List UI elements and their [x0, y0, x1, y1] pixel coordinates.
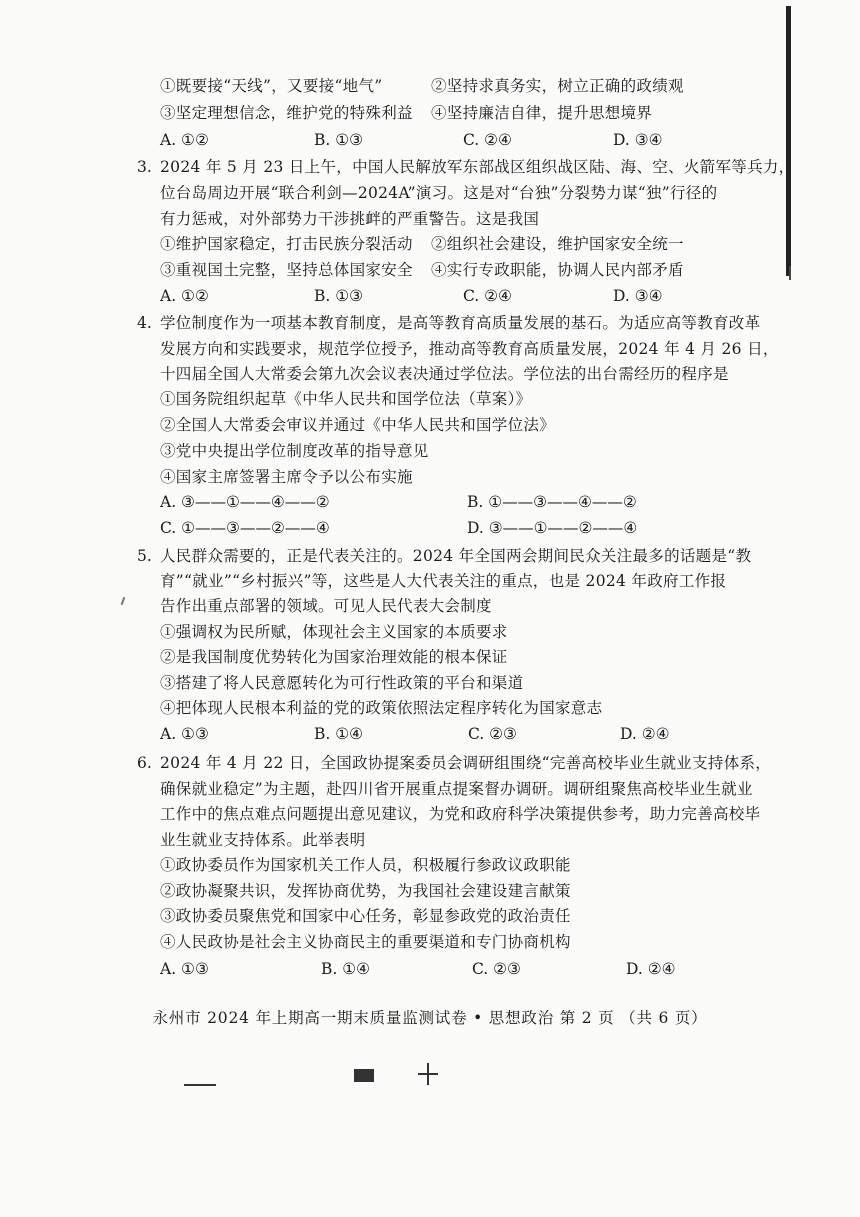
q6-statement-2: ②政协凝聚共识，发挥协商优势，为我国社会建设建言献策: [160, 882, 571, 900]
q2-option-c: C. ②④: [463, 131, 512, 149]
q3-option-a: A. ①②: [160, 287, 209, 305]
q5-number: 5.: [137, 547, 152, 565]
q6-statement-3: ③政协委员聚焦党和国家中心任务，彰显参政党的政治责任: [160, 907, 571, 925]
q3-statement-4: ④实行专政职能，协调人民内部矛盾: [431, 261, 684, 279]
q5-option-c: C. ②③: [468, 725, 517, 743]
q5-option-a: A. ①③: [160, 725, 209, 743]
q5-statement-3: ③搭建了将人民意愿转化为可行性政策的平台和渠道: [160, 674, 524, 692]
q3-stem-line-1: 2024 年 5 月 23 日上午，中国人民解放军东部战区组织战区陆、海、空、火箭军等兵力，: [160, 158, 795, 176]
q3-statement-3: ③重视国土完整，坚持总体国家安全: [160, 261, 413, 279]
q4-step-1: ①国务院组织起草《中华人民共和国学位法（草案）》: [160, 390, 532, 408]
q4-stem-line-1: 学位制度作为一项基本教育制度，是高等教育高质量发展的基石。为适应高等教育改革: [160, 314, 761, 332]
q3-number: 3.: [137, 158, 152, 176]
q4-stem-line-2: 发展方向和实践要求，规范学位授予，推动高等教育高质量发展，2024 年 4 月 26 日，: [160, 340, 779, 358]
q4-option-c: C. ①——③——②——④: [160, 519, 330, 537]
q6-option-d: D. ②④: [626, 960, 676, 978]
q2-option-b: B. ①③: [314, 131, 364, 149]
scan-edge-tick: [789, 266, 791, 280]
q4-option-b: B. ①——③——④——②: [467, 493, 637, 511]
page-footer: 永州市 2024 年上期高一期末质量监测试卷 • 思想政治 第 2 页 （共 6 页）: [152, 1009, 708, 1027]
q3-statement-1: ①维护国家稳定，打击民族分裂活动: [160, 235, 413, 253]
q5-option-d: D. ②④: [620, 725, 670, 743]
q2-statement-2: ②坚持求真务实，树立正确的政绩观: [431, 77, 684, 95]
q3-option-d: D. ③④: [613, 287, 663, 305]
q4-step-2: ②全国人大常委会审议并通过《中华人民共和国学位法》: [160, 416, 556, 434]
q4-step-4: ④国家主席签署主席令予以公布实施: [160, 468, 413, 486]
q6-option-c: C. ②③: [472, 960, 521, 978]
q3-stem-line-2: 位台岛周边开展“联合利剑—2024A”演习。这是对“台独”分裂势力谋“独”行径的: [160, 184, 718, 202]
q3-statement-2: ②组织社会建设，维护国家安全统一: [431, 235, 684, 253]
q6-option-a: A. ①③: [160, 960, 209, 978]
q4-number: 4.: [137, 314, 152, 332]
q4-stem-line-3: 十四届全国人大常委会第九次会议表决通过学位法。学位法的出台需经历的程序是: [160, 365, 729, 383]
q4-option-a: A. ③——①——④——②: [160, 493, 330, 511]
q6-option-b: B. ①④: [321, 960, 371, 978]
q2-option-a: A. ①②: [160, 131, 209, 149]
q5-stem-line-3: 告作出重点部署的领域。可见人民代表大会制度: [160, 597, 492, 615]
q6-number: 6.: [137, 754, 152, 772]
q4-step-3: ③党中央提出学位制度改革的指导意见: [160, 442, 429, 460]
q6-statement-4: ④人民政协是社会主义协商民主的重要渠道和专门协商机构: [160, 933, 571, 951]
registration-cross-v: [427, 1063, 429, 1085]
q5-statement-1: ①强调权为民所赋，体现社会主义国家的本质要求: [160, 623, 508, 641]
q6-stem-line-4: 业生就业支持体系。此举表明: [160, 831, 366, 849]
q5-stem-line-1: 人民群众需要的，正是代表关注的。2024 年全国两会期间民众关注最多的话题是“教: [160, 547, 752, 565]
q6-statement-1: ①政协委员作为国家机关工作人员，积极履行参政议政职能: [160, 856, 571, 874]
q5-statement-2: ②是我国制度优势转化为国家治理效能的根本保证: [160, 648, 508, 666]
q2-option-d: D. ③④: [613, 131, 663, 149]
q6-stem-line-3: 工作中的焦点难点问题提出意见建议，为党和政府科学决策提供参考，助力完善高校毕: [160, 805, 761, 823]
q3-option-b: B. ①③: [314, 287, 364, 305]
q6-stem-line-1: 2024 年 4 月 22 日，全国政协提案委员会调研组围绕“完善高校毕业生就业支持体系，: [160, 754, 772, 772]
scan-edge-bar: [786, 6, 791, 276]
q5-option-b: B. ①④: [314, 725, 364, 743]
registration-dash: [184, 1084, 216, 1086]
q6-stem-line-2: 确保就业稳定”为主题，赴四川省开展重点提案督办调研。调研组聚焦高校毕业生就业: [160, 780, 753, 798]
q2-statement-3: ③坚定理想信念，维护党的特殊利益: [160, 104, 413, 122]
q3-stem-line-3: 有力惩戒，对外部势力干涉挑衅的严重警告。这是我国: [160, 210, 540, 228]
q5-stem-line-2: 育”“就业”“乡村振兴”等，这些是人大代表关注的重点，也是 2024 年政府工作报: [160, 572, 727, 590]
scan-speck: [121, 597, 126, 605]
q2-statement-4: ④坚持廉洁自律，提升思想境界: [431, 104, 653, 122]
registration-block: [354, 1069, 374, 1082]
q5-statement-4: ④把体现人民根本利益的党的政策依照法定程序转化为国家意志: [160, 699, 603, 717]
q2-statement-1: ①既要接“天线”，又要接“地气”: [160, 77, 383, 95]
q4-option-d: D. ③——①——②——④: [467, 519, 638, 537]
q3-option-c: C. ②④: [463, 287, 512, 305]
